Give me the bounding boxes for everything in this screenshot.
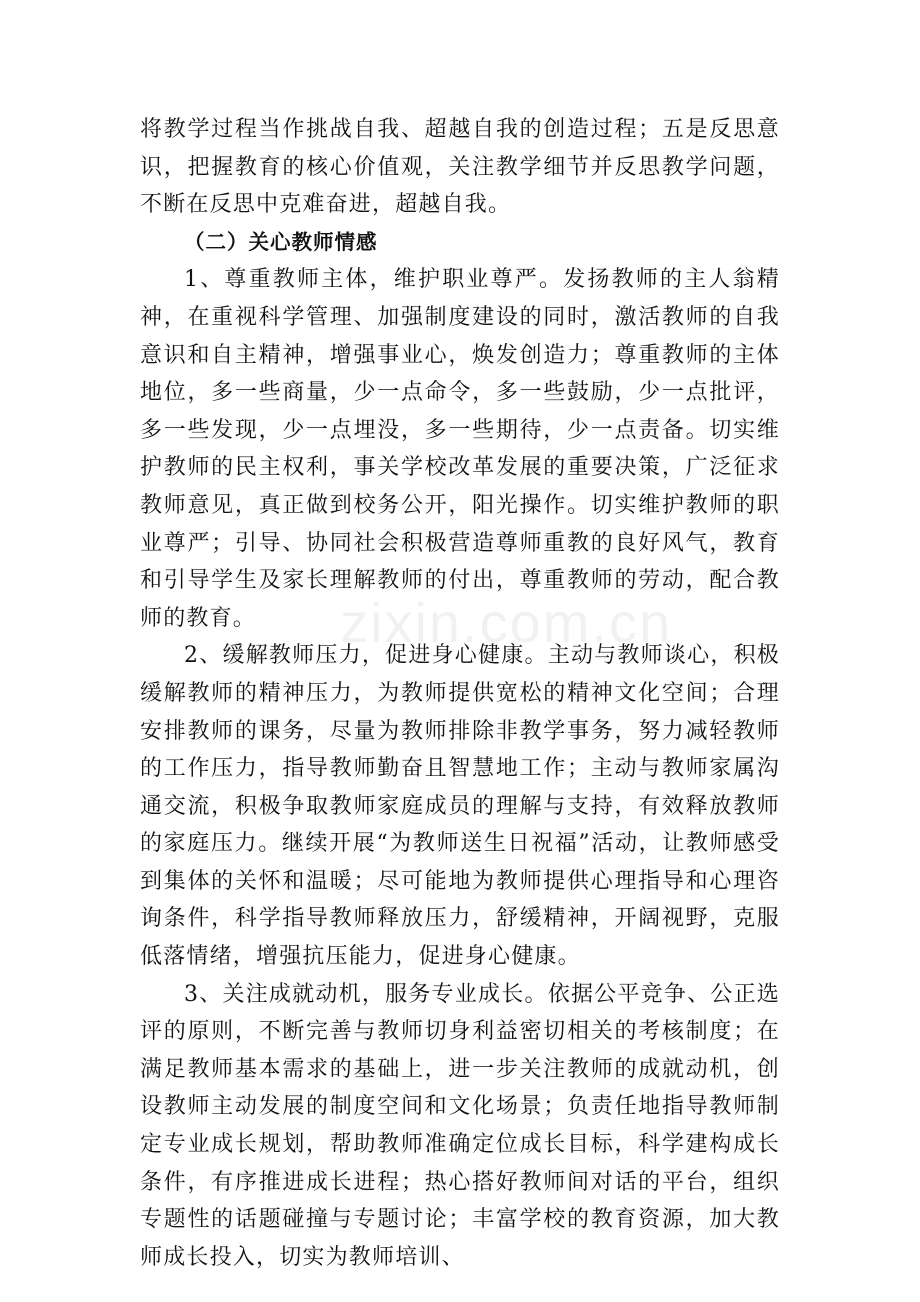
- section-heading: （二）关心教师情感: [184, 229, 378, 254]
- paragraph-achievement-motivation: 3、关注成就动机，服务专业成长。依据公平竞争、公正选评的原则，不断完善与教师切身利益密切相关的考核制度；在满足教师基本需求的基础上，进一步关注教师的成就动机，创设教师主动发展的制度空间和文化场景；负责任地指导教师制定专业成长规划，帮助教师准确定位成长目标，科学建构成长条件，有序推进成长进程；热心搭好教师间对话的平台，组织专题性的话题碰撞与专题讨论；丰富学校的教育资源，加大教师成长投入，切实为教师培训、: [140, 981, 780, 1270]
- paragraph-respect-teachers: 1、尊重教师主体，维护职业尊严。发扬教师的主人翁精神，在重视科学管理、加强制度建设的同时，激活教师的自我意识和自主精神，增强事业心，焕发创造力；尊重教师的主体地位，多一些商量，少一点命令，多一些鼓励，少一点批评，多一些发现，少一点埋没，多一些期待，少一点责备。切实维护教师的民主权利，事关学校改革发展的重要决策，广泛征求教师意见，真正做到校务公开，阳光操作。切实维护教师的职业尊严；引导、协同社会积极营造尊师重教的良好风气，教育和引导学生及家长理解教师的付出，尊重教师的劳动，配合教师的教育。: [140, 267, 780, 631]
- paragraph-continuation: 将教学过程当作挑战自我、超越自我的创造过程；五是反思意识，把握教育的核心价值观，关注教学细节并反思教学问题，不断在反思中克难奋进，超越自我。: [140, 117, 780, 218]
- watermark: zixin.com.cn: [340, 591, 673, 654]
- document-body: [140, 111, 780, 1276]
- paragraph-relieve-pressure: 2、缓解教师压力，促进身心健康。主动与教师谈心，积极缓解教师的精神压力，为教师提供宽松的精神文化空间；合理安排教师的课务，尽量为教师排除非教学事务，努力减轻教师的工作压力，指导教师勤奋且智慧地工作；主动与教师家属沟通交流，积极争取教师家庭成员的理解与支持，有效释放教师的家庭压力。继续开展“为教师送生日祝福”活动，让教师感受到集体的关怀和温暖；尽可能地为教师提供心理指导和心理咨询条件，科学指导教师释放压力，舒缓精神，开阔视野，克服低落情绪，增强抗压能力，促进身心健康。: [140, 643, 780, 970]
